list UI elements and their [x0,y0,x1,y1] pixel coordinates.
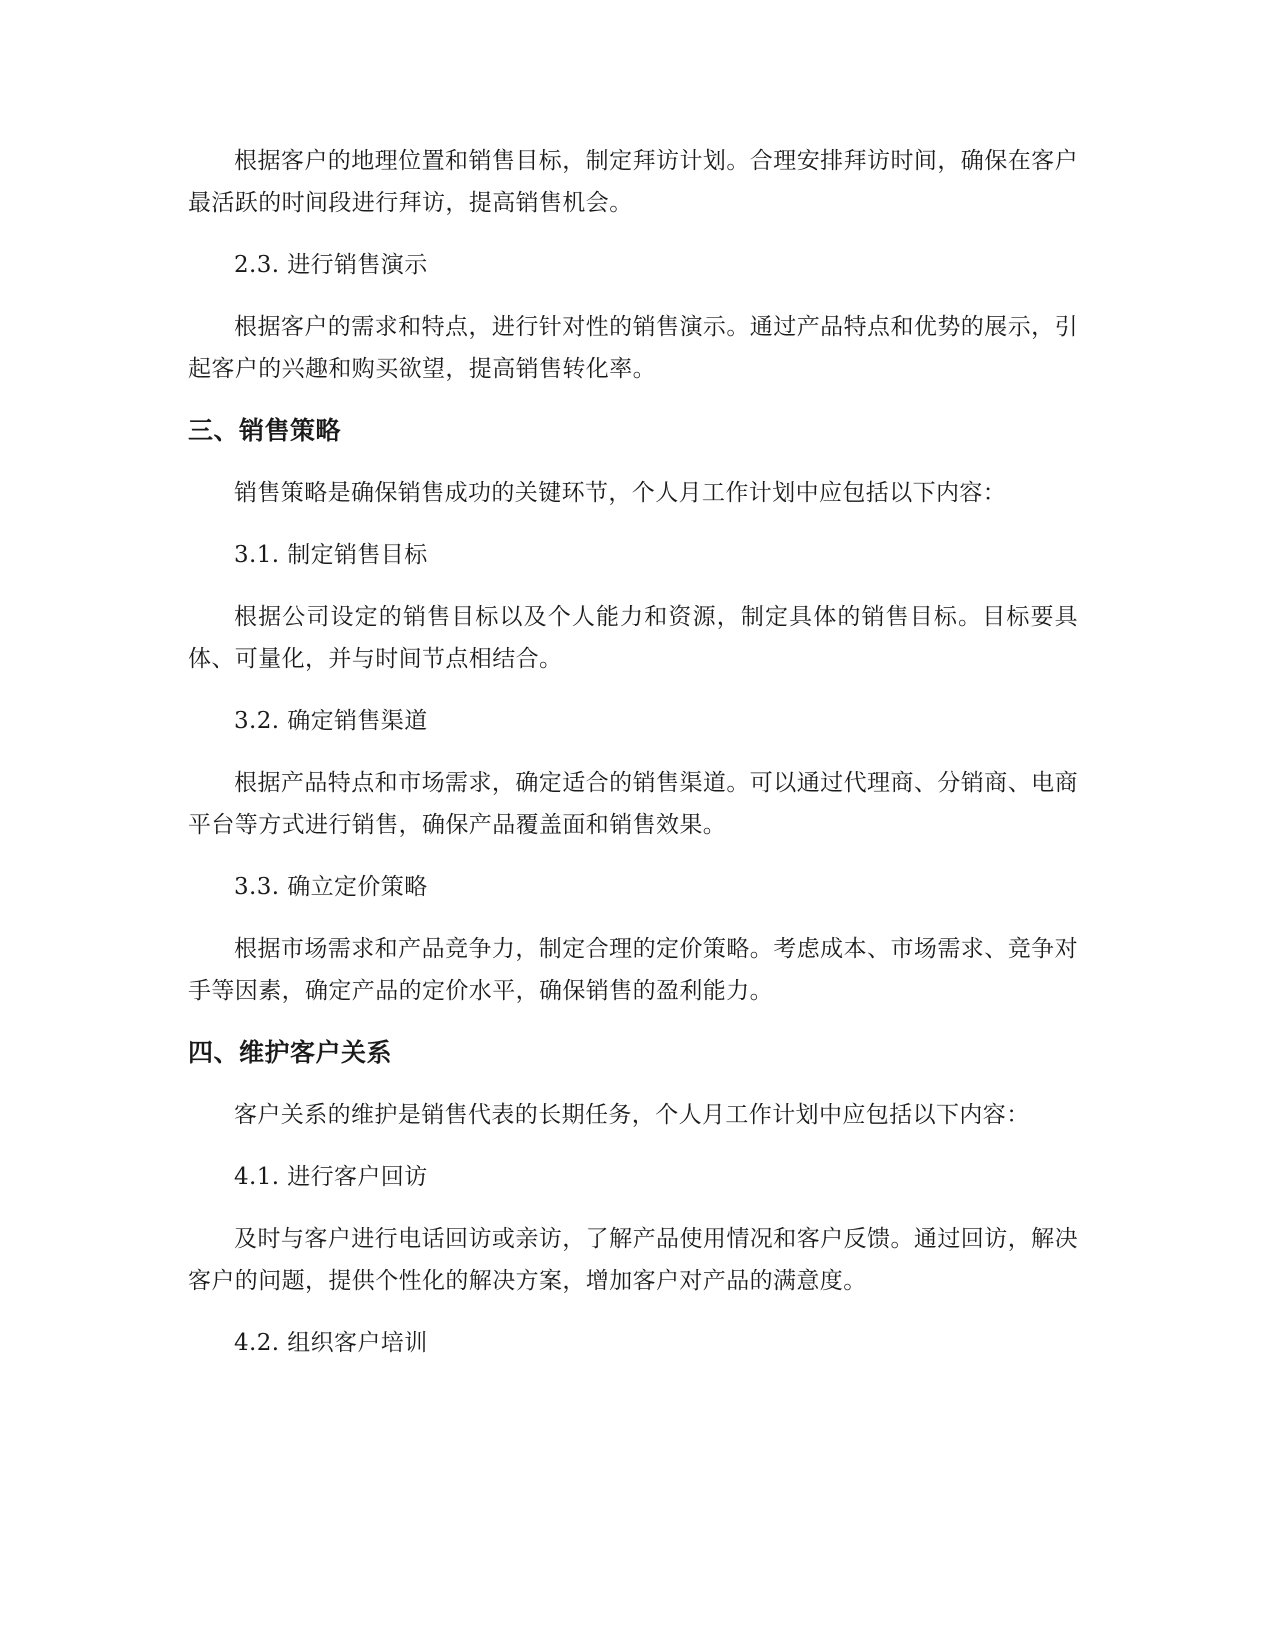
paragraph-sales-channel: 根据产品特点和市场需求，确定适合的销售渠道。可以通过代理商、分销商、电商平台等方式进行销售，确保产品覆盖面和销售效果。 [188,770,1078,838]
paragraph-visit-plan: 根据客户的地理位置和销售目标，制定拜访计划。合理安排拜访时间，确保在客户最活跃的时间段进行拜访，提高销售机会。 [188,148,1078,216]
subheading-2-3: 2.3. 进行销售演示 [234,252,428,278]
paragraph-relationship-intro: 客户关系的维护是销售代表的长期任务，个人月工作计划中应包括以下内容： [234,1102,1030,1128]
paragraph-pricing: 根据市场需求和产品竞争力，制定合理的定价策略。考虑成本、市场需求、竞争对手等因素，确定产品的定价水平，确保销售的盈利能力。 [188,936,1078,1004]
section-heading-3: 三、销售策略 [188,416,342,445]
subheading-3-1: 3.1. 制定销售目标 [234,542,428,568]
paragraph-customer-followup: 及时与客户进行电话回访或亲访，了解产品使用情况和客户反馈。通过回访，解决客户的问题，提供个性化的解决方案，增加客户对产品的满意度。 [188,1226,1078,1294]
subheading-4-1: 4.1. 进行客户回访 [234,1164,428,1190]
section-heading-4: 四、维护客户关系 [188,1038,393,1067]
paragraph-sales-demo: 根据客户的需求和特点，进行针对性的销售演示。通过产品特点和优势的展示，引起客户的兴趣和购买欲望，提高销售转化率。 [188,314,1078,382]
paragraph-strategy-intro: 销售策略是确保销售成功的关键环节，个人月工作计划中应包括以下内容： [234,480,1007,506]
subheading-3-3: 3.3. 确立定价策略 [234,874,428,900]
subheading-3-2: 3.2. 确定销售渠道 [234,708,428,734]
document-body [188,140,1078,1384]
subheading-4-2: 4.2. 组织客户培训 [234,1330,428,1356]
paragraph-sales-target: 根据公司设定的销售目标以及个人能力和资源，制定具体的销售目标。目标要具体、可量化，并与时间节点相结合。 [188,604,1078,672]
